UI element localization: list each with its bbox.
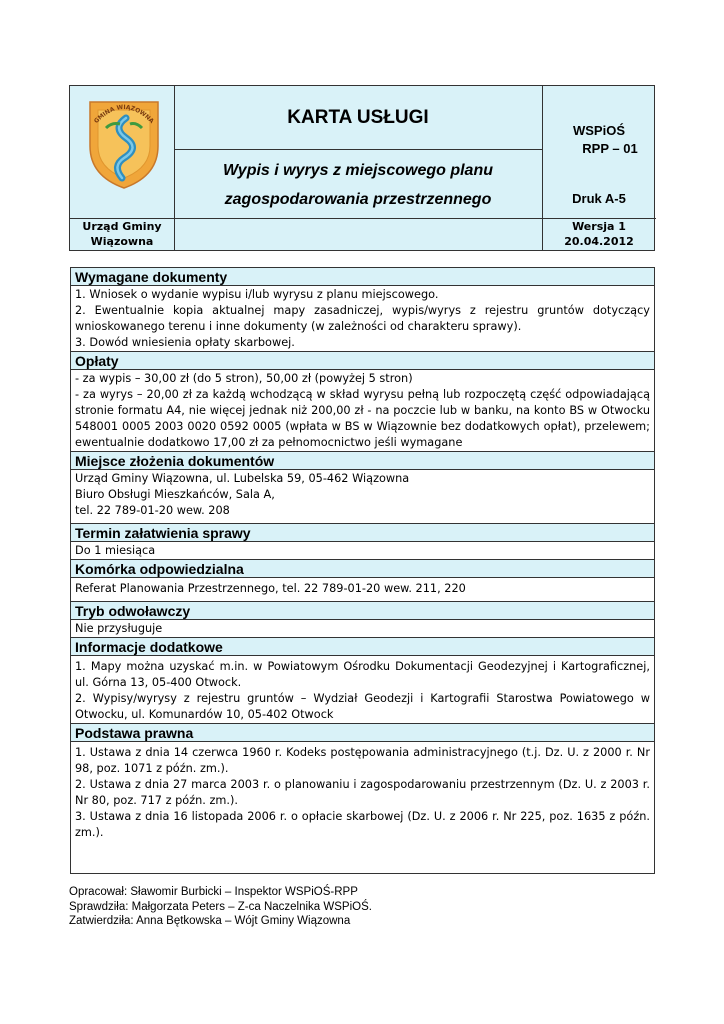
section-body-documents bbox=[71, 286, 654, 352]
section-heading-place: Miejsce złożenia dokumentów bbox=[71, 452, 654, 470]
subtitle-line: zagospodarowania przestrzennego bbox=[224, 191, 492, 208]
list-item: Biuro Obsługi Mieszkańców, Sala A, bbox=[75, 488, 275, 501]
office-name bbox=[70, 219, 174, 249]
section-heading-legal: Podstawa prawna bbox=[71, 724, 654, 742]
section-body-legal bbox=[71, 742, 654, 841]
subtitle-line: Wypis i wyrys z miejscowego planu bbox=[222, 162, 493, 179]
list-item: 1. Wniosek o wydanie wypisu i/lub wyrysu z planu miejscowego. bbox=[75, 288, 439, 301]
approved-by: Zatwierdziła: Anna Bętkowska – Wójt Gminy Wiązowna bbox=[69, 915, 351, 927]
code-line: RPP – 01 bbox=[582, 141, 638, 156]
list-item: 3. Ustawa z dnia 16 listopada 2006 r. o opłacie skarbowej (Dz. U. z 2006 r. Nr 225, poz. 1635 z późn. zm.). bbox=[75, 810, 650, 839]
section-heading-info: Informacje dodatkowe bbox=[71, 638, 654, 656]
list-item: Do 1 miesiąca bbox=[75, 544, 156, 557]
section-body-unit bbox=[71, 578, 654, 602]
version-line: Wersja 1 bbox=[572, 220, 626, 233]
form-number: Druk A-5 bbox=[572, 191, 626, 206]
section-body-fees bbox=[71, 370, 654, 452]
list-item: 2. Ustawa z dnia 27 marca 2003 r. o planowaniu i zagospodarowaniu przestrzennym (Dz. U. z 2003 r. Nr 80, poz. 717 z późn. zm.). bbox=[75, 778, 650, 807]
list-item: 1. Mapy można uzyskać m.in. w Powiatowym Ośrodku Dokumentacji Geodezyjnej i Kartograficznej, ul. Górna 13, 05-400 Otwock. bbox=[75, 660, 650, 689]
section-heading-unit: Komórka odpowiedzialna bbox=[71, 560, 654, 578]
section-heading-appeal: Tryb odwoławczy bbox=[71, 602, 654, 620]
service-name bbox=[174, 156, 542, 214]
list-item: - za wypis – 30,00 zł (do 5 stron), 50,00 zł (powyżej 5 stron) bbox=[75, 372, 413, 385]
prepared-by: Opracował: Sławomir Burbicki – Inspektor WSPiOŚ-RPP bbox=[69, 886, 358, 898]
section-heading-fees: Opłaty bbox=[71, 352, 654, 370]
page-title: KARTA USŁUGI bbox=[287, 107, 429, 128]
list-item: Urząd Gminy Wiązowna, ul. Lubelska 59, 05-462 Wiązowna bbox=[75, 472, 410, 485]
version-info bbox=[543, 219, 655, 249]
section-heading-documents: Wymagane dokumenty bbox=[71, 268, 654, 286]
version-date: 20.04.2012 bbox=[564, 235, 634, 248]
office-line: Urząd Gminy bbox=[82, 220, 162, 233]
section-heading-deadline: Termin załatwienia sprawy bbox=[71, 524, 654, 542]
list-item: Nie przysługuje bbox=[75, 622, 163, 635]
list-item: 2. Wypisy/wyrysy z rejestru gruntów – Wydział Geodezji i Kartografii Starostwa Powiatowego w Otwocku, ul. Komunardów 10, 05-402 Otwock bbox=[75, 692, 650, 721]
header-table bbox=[69, 85, 655, 251]
document-footer bbox=[69, 885, 372, 929]
list-item: Referat Planowania Przestrzennego, tel. 22 789-01-20 wew. 211, 220 bbox=[75, 582, 466, 595]
municipality-logo bbox=[86, 94, 162, 190]
list-item: 3. Dowód wniesienia opłaty skarbowej. bbox=[75, 336, 295, 349]
section-body-place bbox=[71, 470, 654, 524]
list-item: 1. Ustawa z dnia 14 czerwca 1960 r. Kodeks postępowania administracyjnego (t.j. Dz. U. z 2000 r. Nr 98, poz. 1071 z późn. zm.). bbox=[75, 746, 650, 775]
service-details-table bbox=[70, 267, 655, 874]
logo-text: GMINA WIĄZOWNA bbox=[92, 103, 156, 125]
list-item: 2. Ewentualnie kopia aktualnej mapy zasadniczej, wypis/wyrys z rejestru gruntów dotyczący wnioskowanego terenu i inne dokumenty (w zależności od charakteru sprawy). bbox=[75, 304, 650, 333]
section-body-appeal bbox=[71, 620, 654, 638]
list-item: tel. 22 789-01-20 wew. 208 bbox=[75, 504, 230, 517]
list-item: - za wyrys – 20,00 zł za każdą wchodzącą w skład wyrysu pełną lub rozpoczętą część odpowiadającą stronie formatu A4, nie więcej jednak niż 200,00 zł - na poczcie lub w banku, na konto BS w Otwocku 548001 0005 2003 0020 0592 0005 (wpłata w BS w Wiązownie bez dodatkowych opłat), przelewem; ewentualnie dodatkowo 17,00 zł za pełnomocnictwo jeśli wymagane bbox=[75, 388, 650, 449]
section-body-info bbox=[71, 656, 654, 724]
code-line: WSPiOŚ bbox=[572, 123, 625, 138]
document-code bbox=[543, 122, 655, 158]
section-body-deadline bbox=[71, 542, 654, 560]
office-line: Wiązowna bbox=[90, 235, 154, 248]
checked-by: Sprawdziła: Małgorzata Peters – Z-ca Naczelnika WSPiOŚ. bbox=[69, 900, 372, 913]
